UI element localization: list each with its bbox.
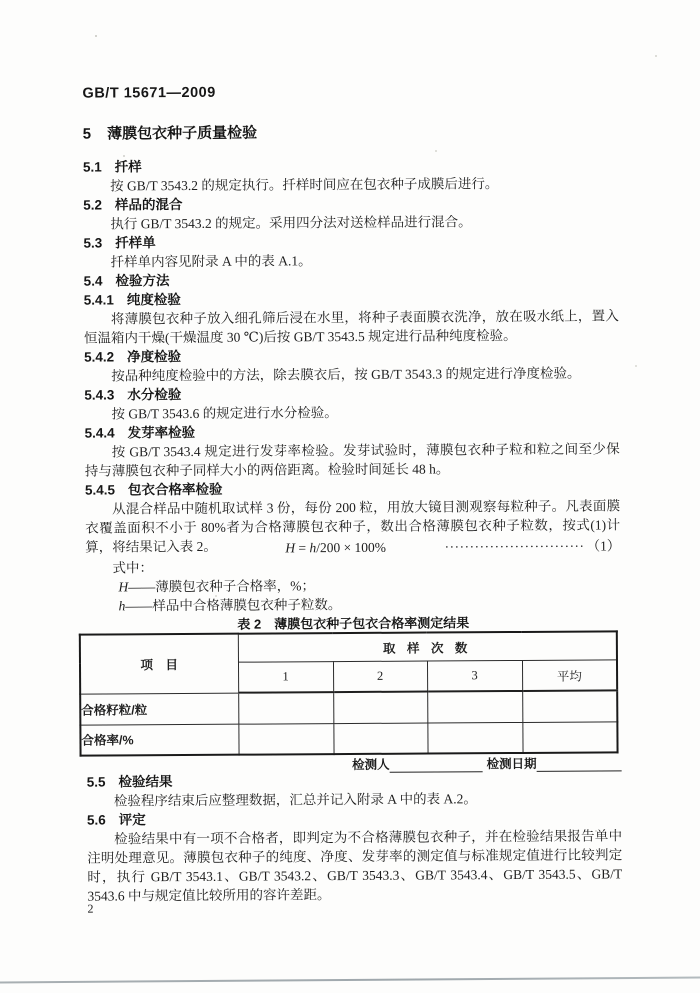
section-number: 5.3 bbox=[83, 235, 103, 251]
section-number: 5.1 bbox=[82, 159, 102, 175]
section-heading-5-4-3 bbox=[84, 385, 181, 405]
formula-expression bbox=[285, 538, 386, 558]
paragraph-5-3: 扦样单内容见附录 A 中的表 A.1。 bbox=[110, 253, 312, 270]
formula-rest: /200 × 100% bbox=[316, 539, 387, 556]
paragraph-5-4-2: 按品种纯度检验中的方法，除去膜衣后，按 GB/T 3543.3 的规定进行净度检验。 bbox=[111, 365, 581, 384]
section-number: 5.4.5 bbox=[84, 482, 116, 498]
section-title: 净度检验 bbox=[127, 349, 182, 365]
section-heading-5-5 bbox=[87, 772, 173, 792]
table-2-caption: 表 2 薄膜包衣种子包衣合格率测定结果 bbox=[237, 615, 470, 632]
page-number: 2 bbox=[87, 901, 94, 916]
definition-dash: —— bbox=[128, 579, 156, 595]
paragraph-5-4-4: 按 GB/T 3543.4 规定进行发芽率检验。发芽试验时，薄膜包衣种子粒和粒之间至少保持与薄膜包衣种子同样大小的两倍距离。检验时间延长 48 h。 bbox=[84, 441, 620, 479]
chapter-heading bbox=[83, 122, 257, 144]
section-title: 扦样单 bbox=[115, 235, 156, 251]
section-number: 5.2 bbox=[83, 197, 103, 213]
date-label: 检测日期 bbox=[486, 756, 537, 772]
section-heading-5-6 bbox=[87, 810, 146, 829]
chapter-number: 5 bbox=[82, 125, 92, 143]
definition-H bbox=[118, 576, 315, 596]
table-cell-empty bbox=[522, 721, 617, 753]
formula-dot-leader: ···························· bbox=[444, 538, 585, 555]
section-heading-5-4-1 bbox=[84, 290, 181, 310]
table-row-qualified-rate bbox=[80, 721, 617, 755]
section-number: 5.6 bbox=[86, 812, 106, 828]
formula-number: （1） bbox=[586, 538, 621, 554]
table-subheader-1: 1 bbox=[238, 662, 333, 693]
section-number: 5.4.3 bbox=[84, 387, 115, 403]
table-cell-empty bbox=[333, 692, 427, 724]
paragraph-5-1: 按 GB/T 3543.2 的规定执行。扦样时间应在包衣种子成膜后进行。 bbox=[110, 176, 499, 194]
formula-1 bbox=[85, 536, 620, 558]
section-heading-5-4-2 bbox=[84, 347, 181, 367]
section-heading-5-1 bbox=[83, 157, 142, 176]
paragraph-5-2: 执行 GB/T 3543.2 的规定。采用四分法对送检样品进行混合。 bbox=[110, 214, 472, 232]
formula-var-H: H bbox=[285, 540, 296, 556]
section-heading-5-4-5 bbox=[85, 480, 223, 500]
inspector-label: 检测人 bbox=[352, 757, 390, 772]
table-row-qualified-seeds bbox=[80, 690, 617, 724]
section-heading-5-4-4 bbox=[85, 423, 196, 443]
section-title: 检验方法 bbox=[115, 273, 170, 289]
row-label: 合格籽粒/粒 bbox=[80, 693, 238, 725]
section-title: 检验结果 bbox=[118, 774, 173, 790]
section-number: 5.4 bbox=[83, 273, 103, 289]
section-title: 发芽率检验 bbox=[127, 424, 196, 441]
definition-desc: 样品中合格薄膜包衣种子粒数。 bbox=[152, 597, 342, 614]
section-title: 水分检验 bbox=[127, 387, 182, 403]
section-heading-5-4 bbox=[84, 271, 170, 291]
section-heading-5-2 bbox=[83, 195, 182, 215]
paragraph-5-6: 检验结果中有一项不合格者，即判定为不合格薄膜包衣种子，并在检验结果报告单中注明处理意见。薄膜包衣种子的纯度、净度、发芽率的测定值与标准规定值进行比较判定时，执行 GB/T 3543.1、GB/T 3543.2、GB/T 3543.3、GB/T 3543.4、GB/T 3543.5、GB/T 3543.6 中与规定值比较所用的容许差距。 bbox=[87, 828, 623, 904]
table-subheader-2: 2 bbox=[333, 661, 427, 692]
definition-symbol: h bbox=[118, 598, 126, 614]
table-cell-empty bbox=[238, 723, 333, 755]
section-title: 扦样 bbox=[114, 159, 142, 175]
table-2 bbox=[79, 630, 619, 756]
section-number: 5.5 bbox=[86, 774, 106, 790]
paragraph-5-4-5: 从混合样品中随机取试样 3 份，每份 200 粒，用放大镜目测观察每粒种子。凡表面膜衣覆盖面积不小于 80%者为合格薄膜包衣种子，数出合格薄膜包衣种子粒数，按式(1)计算，将结果记入表 2。 bbox=[85, 498, 621, 555]
table-header-sampling-times: 取 样 次 数 bbox=[238, 631, 617, 662]
table-cell-empty bbox=[333, 723, 427, 755]
section-number: 5.4.4 bbox=[84, 425, 115, 441]
table-subheader-3: 3 bbox=[427, 660, 522, 691]
table-cell-empty bbox=[427, 691, 522, 723]
definitions-intro: 式中： bbox=[112, 560, 153, 576]
table-cell-empty bbox=[238, 692, 333, 724]
chapter-title: 薄膜包衣种子质量检验 bbox=[107, 124, 258, 143]
date-blank bbox=[537, 757, 622, 772]
table-cell-empty bbox=[427, 722, 522, 754]
standard-code: GB/T 15671—2009 bbox=[82, 84, 216, 102]
section-title: 包衣合格率检验 bbox=[127, 481, 223, 498]
definition-symbol: H bbox=[118, 579, 129, 595]
section-title: 样品的混合 bbox=[114, 197, 183, 213]
paragraph-5-4-1: 将薄膜包衣种子放入细孔筛后浸在水里，将种子表面膜衣洗净，放在吸水纸上，置入恒温箱内干燥(干燥温度 30 ℃)后按 GB/T 3543.5 规定进行品种纯度检验。 bbox=[83, 308, 619, 346]
section-heading-5-3 bbox=[83, 233, 155, 252]
section-number: 5.4.1 bbox=[83, 292, 114, 308]
table-subheader-average: 平均 bbox=[522, 660, 617, 691]
inspector-blank bbox=[390, 758, 483, 773]
definition-dash: —— bbox=[125, 598, 153, 614]
section-number: 5.4.2 bbox=[84, 349, 115, 365]
formula-equals: = bbox=[294, 540, 310, 556]
table-cell-empty bbox=[522, 690, 617, 722]
formula-var-h: h bbox=[309, 540, 317, 556]
section-title: 纯度检验 bbox=[126, 292, 181, 308]
row-label: 合格率/% bbox=[80, 724, 238, 756]
section-title: 评定 bbox=[118, 812, 146, 828]
definition-desc: 薄膜包衣种子合格率，%； bbox=[155, 578, 316, 595]
table-header-item: 项 目 bbox=[80, 634, 238, 694]
paragraph-5-5: 检验程序结束后应整理数据，汇总并记入附录 A 中的表 A.2。 bbox=[113, 791, 477, 809]
paragraph-5-4-3: 按 GB/T 3543.6 的规定进行水分检验。 bbox=[111, 405, 338, 422]
